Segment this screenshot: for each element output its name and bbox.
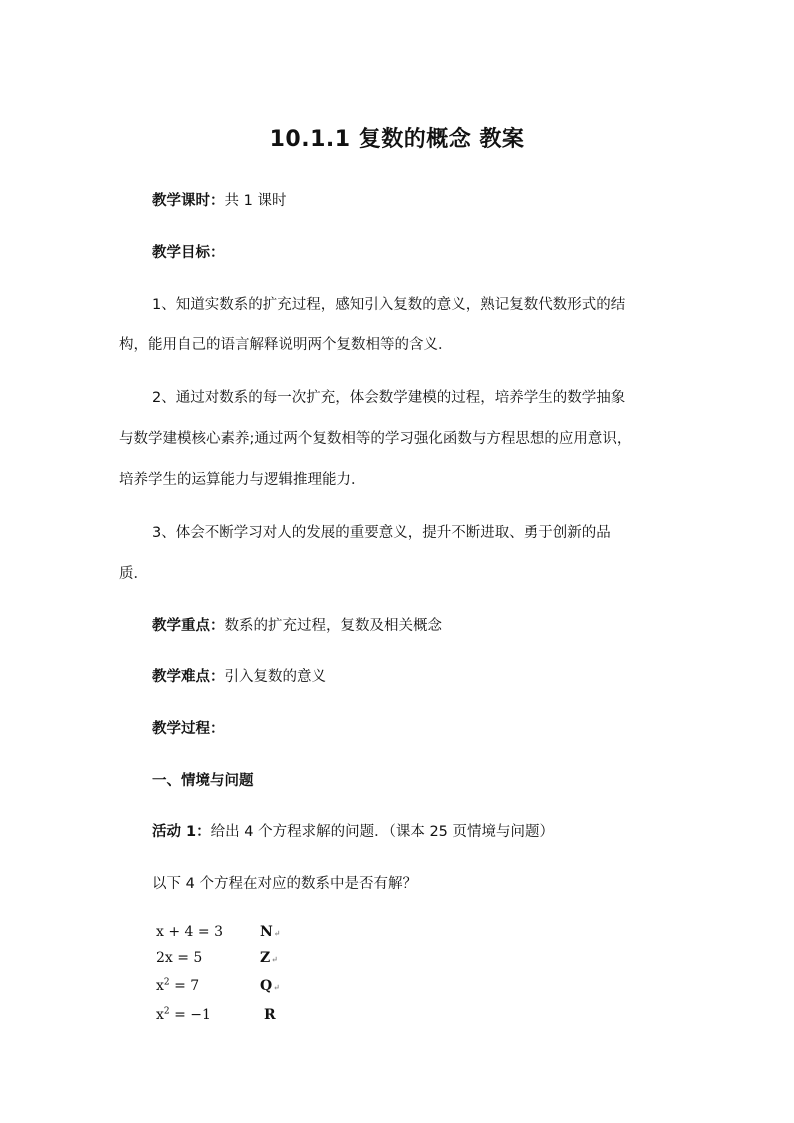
number-set-3 bbox=[260, 977, 280, 996]
equation-3-exponent: 2 bbox=[163, 977, 170, 988]
number-set-1-label: N bbox=[260, 924, 273, 940]
objectives-heading: 教学目标： bbox=[152, 245, 225, 261]
class-hours-label: 教学课时： bbox=[152, 193, 225, 209]
number-set-4-label: R bbox=[264, 1007, 276, 1023]
objective-2-line-3: 培养学生的运算能力与逻辑推理能力． bbox=[119, 472, 366, 488]
equation-3-rest: = 7 bbox=[169, 978, 200, 994]
number-set-3-label: Q bbox=[260, 978, 273, 994]
difficulty-line bbox=[152, 667, 692, 687]
paragraph-mark-2: ↵ bbox=[271, 954, 278, 964]
objective-3-line-2: 质． bbox=[119, 566, 148, 582]
paragraph-mark-3: ↵ bbox=[273, 982, 280, 992]
number-set-1 bbox=[260, 923, 281, 942]
equation-4-rest: = −1 bbox=[169, 1007, 211, 1023]
number-set-2-label: Z bbox=[260, 950, 271, 966]
number-set-2 bbox=[260, 949, 278, 968]
class-hours-line bbox=[152, 191, 692, 211]
objective-1-line-1: 1、知道实数系的扩充过程，感知引入复数的意义，熟记复数代数形式的结 bbox=[152, 297, 626, 313]
activity-1-value: 给出 4 个方程求解的问题．（课本 25 页情境与问题） bbox=[210, 824, 555, 840]
objective-1-line-2: 构，能用自己的语言解释说明两个复数相等的含义． bbox=[119, 337, 453, 353]
objective-2-line-2: 与数学建模核心素养;通过两个复数相等的学习强化函数与方程思想的应用意识， bbox=[119, 431, 632, 447]
equation-4-exponent: 2 bbox=[163, 1006, 170, 1017]
difficulty-value: 引入复数的意义 bbox=[224, 669, 326, 685]
equation-4 bbox=[156, 1006, 211, 1024]
equation-1: x + 4 = 3 bbox=[156, 924, 223, 940]
key-point-value: 数系的扩充过程，复数及相关概念 bbox=[224, 618, 442, 634]
class-hours-value: 共 1 课时 bbox=[224, 193, 287, 209]
page-title: 10.1.1 复数的概念 教案 bbox=[269, 127, 525, 152]
equation-2: 2x = 5 bbox=[156, 950, 203, 966]
section-1-heading: 一、情境与问题 bbox=[152, 773, 254, 789]
number-set-4 bbox=[264, 1006, 276, 1024]
question-line: 以下 4 个方程在对应的数系中是否有解？ bbox=[152, 876, 417, 892]
key-point-label: 教学重点： bbox=[152, 618, 225, 634]
equation-3-base: x bbox=[156, 978, 164, 994]
process-heading: 教学过程： bbox=[152, 721, 225, 737]
equation-3 bbox=[156, 977, 199, 995]
key-point-line bbox=[152, 616, 692, 636]
paragraph-mark-1: ↵ bbox=[273, 928, 281, 938]
objective-2-line-1: 2、通过对数系的每一次扩充，体会数学建模的过程，培养学生的数学抽象 bbox=[152, 390, 626, 406]
activity-1-line bbox=[152, 822, 692, 842]
difficulty-label: 教学难点： bbox=[152, 669, 225, 685]
equation-4-base: x bbox=[156, 1007, 164, 1023]
activity-1-label: 活动 1： bbox=[152, 824, 211, 840]
objective-3-line-1: 3、体会不断学习对人的发展的重要意义，提升不断进取、勇于创新的品 bbox=[152, 525, 611, 541]
